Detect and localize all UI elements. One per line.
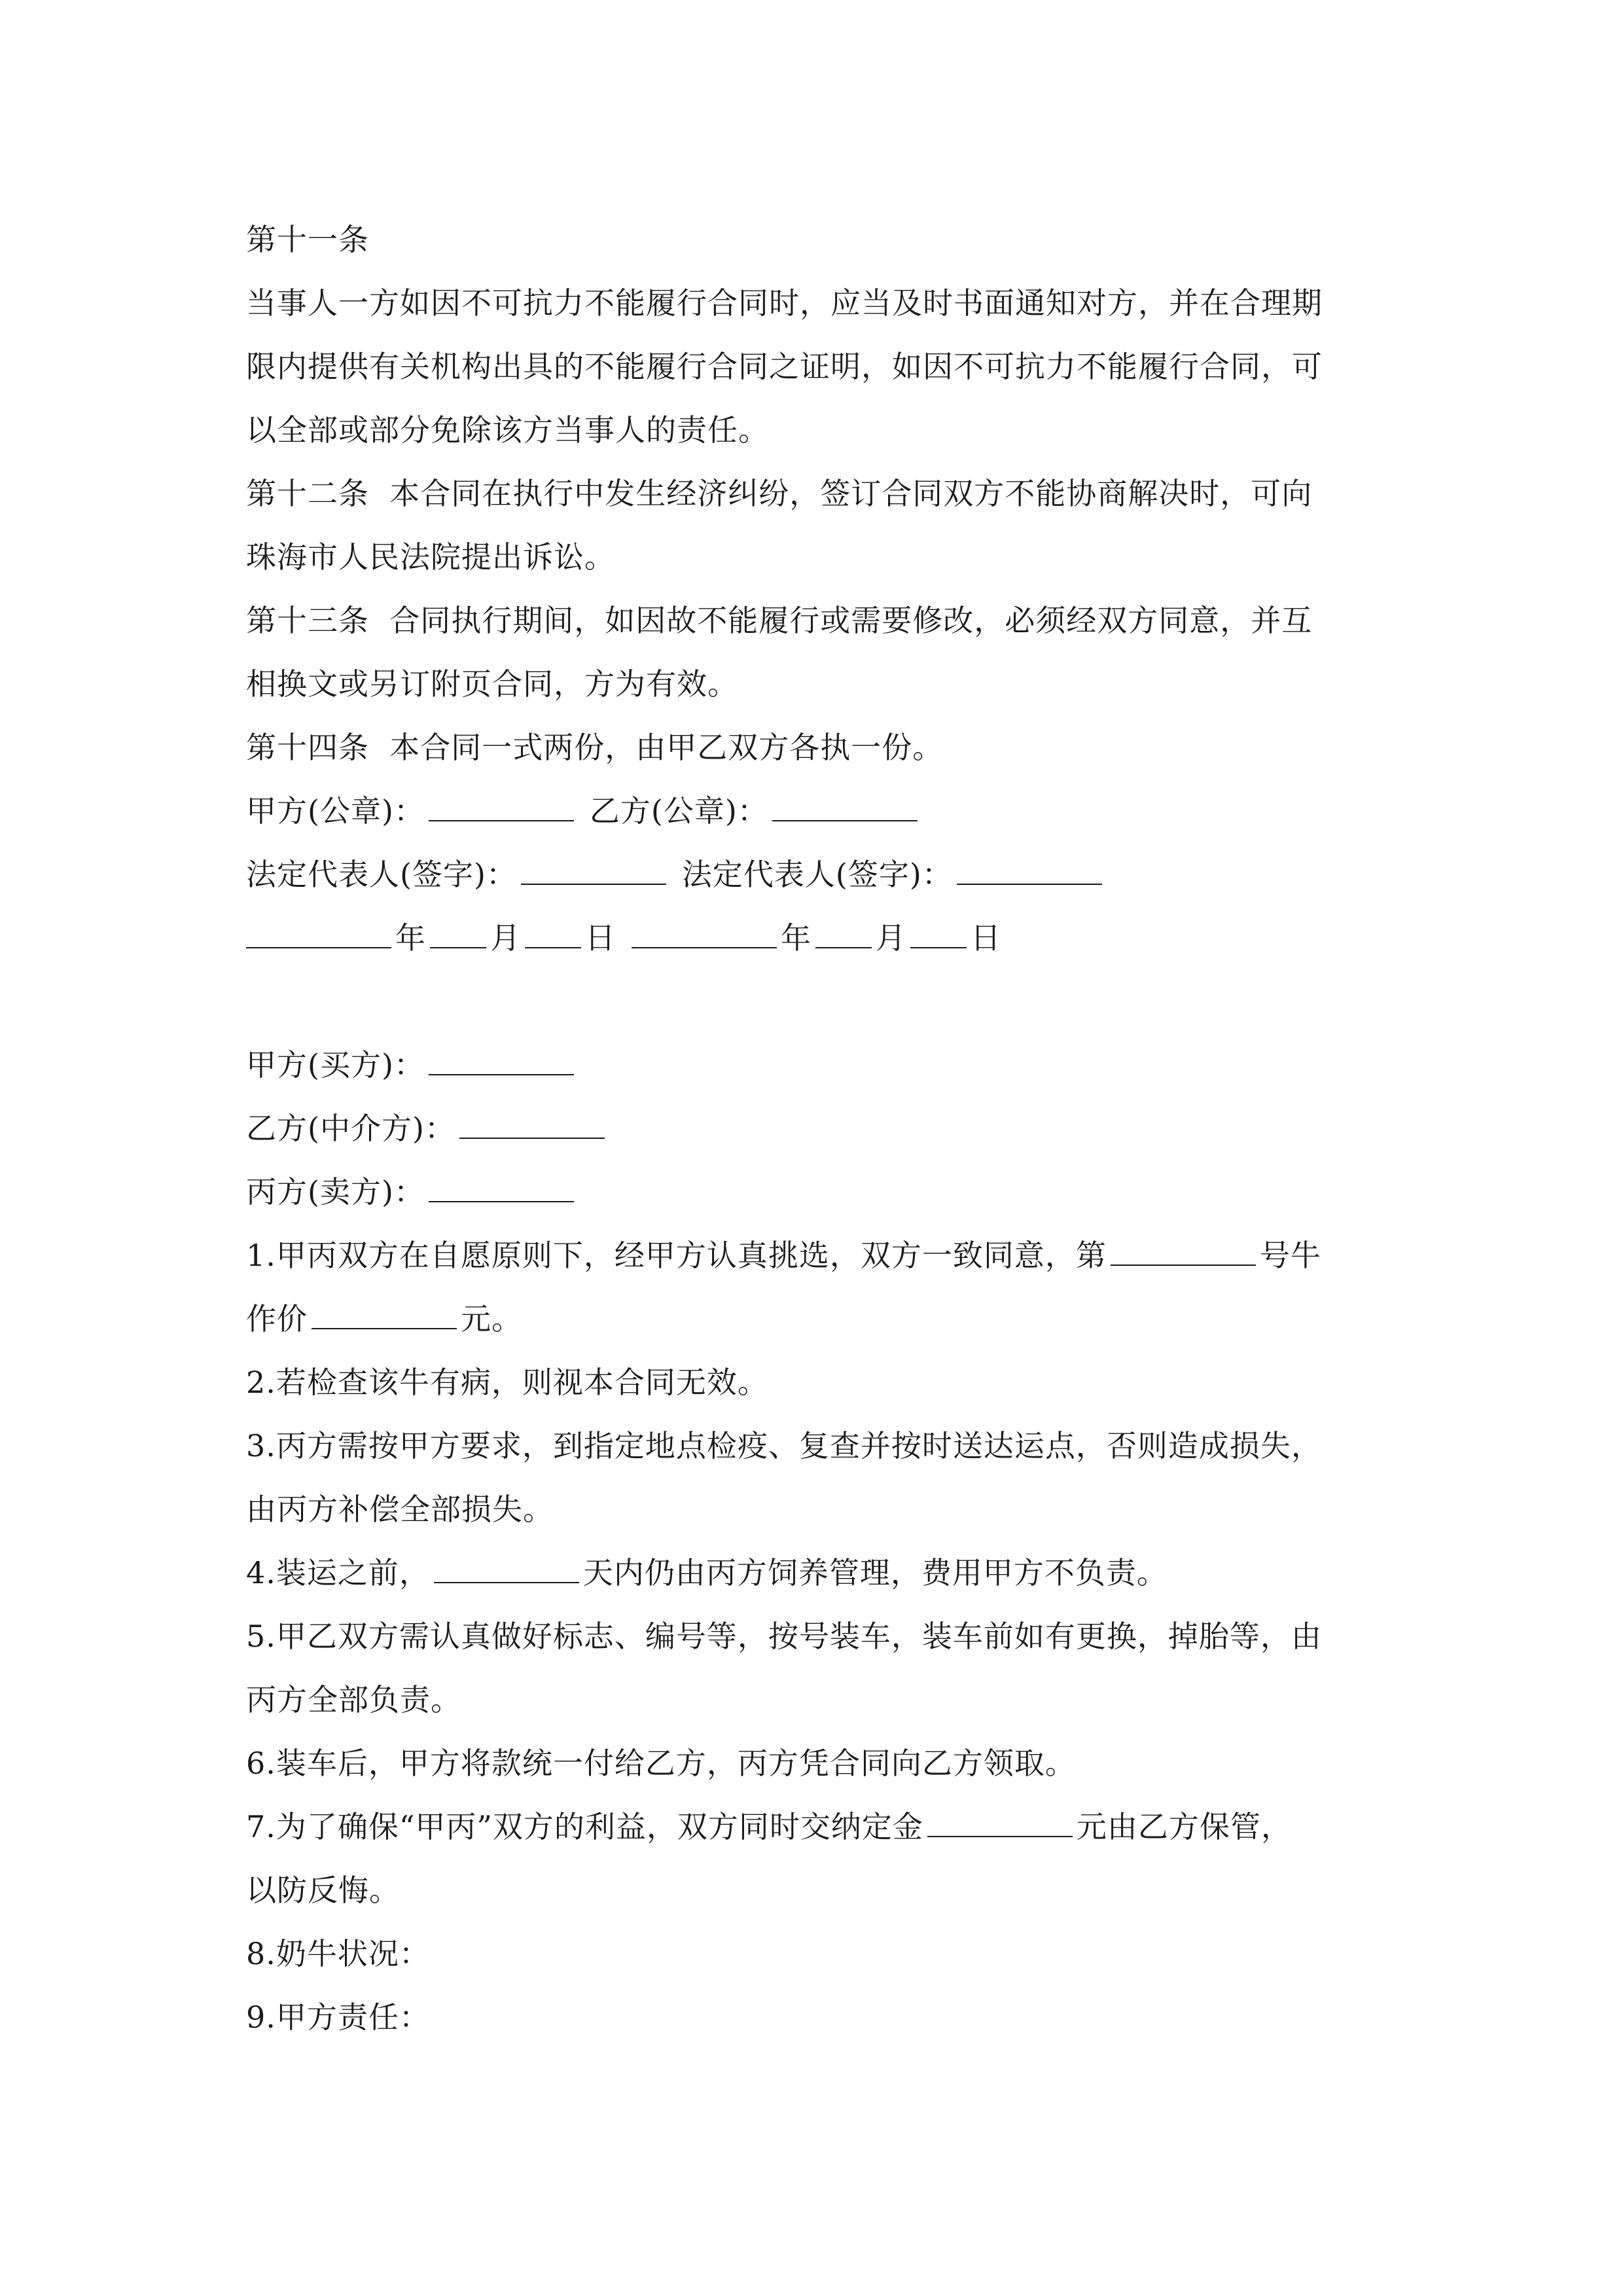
cow-number-blank[interactable] — [1111, 1236, 1256, 1266]
day-label-a: 日 — [585, 920, 616, 956]
clause-14-line-1: 第十四条 本合同一式两份，由甲乙双方各执一份。 — [246, 730, 944, 765]
clause-12-line-2: 珠海市人民法院提出诉讼。 — [246, 539, 615, 575]
item-7-text-b: 元由乙方保管， — [1076, 1809, 1292, 1844]
item-7-line-2: 以防反悔。 — [246, 1873, 400, 1908]
item-2: 2.若检查该牛有病，则视本合同无效。 — [246, 1365, 768, 1400]
rep-b-blank[interactable] — [957, 855, 1102, 885]
item-1-text-c: 作价 — [246, 1301, 308, 1336]
item-5-line-2: 丙方全部负责。 — [246, 1682, 461, 1717]
rep-a-label: 法定代表人(签字)： — [246, 857, 517, 892]
item-4-text-b: 天内仍由丙方饲养管理，费用甲方不负责。 — [582, 1555, 1168, 1590]
item-7-line-1 — [246, 1795, 1385, 1859]
item-5-line-1: 5.甲乙双方需认真做好标志、编号等，按号装车，装车前如有更换，掉胎等，由 — [246, 1619, 1322, 1654]
clause-11-line-2: 限内提供有关机构出具的不能履行合同之证明，如因不可抗力不能履行合同，可 — [246, 349, 1323, 384]
representative-row — [246, 843, 1385, 906]
agent-label: 乙方(中介方)： — [246, 1111, 455, 1146]
seller-row — [246, 1160, 1385, 1224]
clause-11-title: 第十一条 — [246, 222, 369, 257]
item-9: 9.甲方责任： — [246, 2000, 430, 2035]
clause-12-line-1: 第十二条 本合同在执行中发生经济纠纷，签订合同双方不能协商解决时，可向 — [246, 476, 1313, 511]
deposit-blank[interactable] — [927, 1807, 1073, 1837]
date-b-month-blank[interactable] — [815, 918, 872, 948]
price-blank[interactable] — [312, 1299, 457, 1329]
agent-blank[interactable] — [459, 1109, 605, 1139]
party-a-seal-blank[interactable] — [429, 791, 574, 821]
item-8: 8.奶牛状况： — [246, 1936, 430, 1971]
item-7-text-a: 7.为了确保“甲丙”双方的利益，双方同时交纳定金 — [246, 1809, 923, 1844]
clause-11-line-1: 当事人一方如因不可抗力不能履行合同时，应当及时书面通知对方，并在合理期 — [246, 285, 1323, 321]
clause-11-line-3: 以全部或部分免除该方当事人的责任。 — [246, 412, 769, 448]
item-4 — [246, 1541, 1385, 1605]
date-a-year-blank[interactable] — [246, 918, 391, 948]
item-4-text-a: 4.装运之前， — [246, 1555, 430, 1590]
agent-row — [246, 1097, 1385, 1160]
item-1-text-b: 号牛 — [1259, 1238, 1321, 1273]
year-label-b: 年 — [781, 920, 812, 956]
month-label-b: 月 — [876, 920, 906, 956]
document-body — [246, 208, 1385, 2049]
item-3-line-2: 由丙方补偿全部损失。 — [246, 1492, 554, 1527]
month-label-a: 月 — [490, 920, 521, 956]
seal-row — [246, 780, 1385, 843]
date-a-month-blank[interactable] — [430, 918, 486, 948]
buyer-blank[interactable] — [429, 1045, 574, 1075]
clause-13-line-2: 相换文或另订附页合同，方为有效。 — [246, 666, 738, 702]
item-1-text-d: 元。 — [461, 1301, 522, 1336]
day-label-b: 日 — [971, 920, 1001, 956]
date-b-day-blank[interactable] — [910, 918, 967, 948]
buyer-row — [246, 1033, 1385, 1097]
item-1-line-1 — [246, 1224, 1385, 1287]
section-gap — [246, 970, 1385, 1033]
item-6: 6.装车后，甲方将款统一付给乙方，丙方凭合同向乙方领取。 — [246, 1746, 1076, 1781]
item-1-line-2 — [246, 1287, 1385, 1351]
seller-label: 丙方(卖方)： — [246, 1174, 425, 1210]
days-blank[interactable] — [434, 1553, 579, 1583]
clause-13-line-1: 第十三条 合同执行期间，如因故不能履行或需要修改，必须经双方同意，并互 — [246, 603, 1313, 638]
party-a-seal-label: 甲方(公章)： — [246, 793, 425, 829]
year-label-a: 年 — [395, 920, 426, 956]
date-row — [246, 906, 1385, 970]
seller-blank[interactable] — [429, 1172, 574, 1202]
party-b-seal-blank[interactable] — [772, 791, 918, 821]
party-b-seal-label: 乙方(公章)： — [589, 793, 768, 829]
buyer-label: 甲方(买方)： — [246, 1047, 425, 1083]
date-a-day-blank[interactable] — [525, 918, 581, 948]
date-b-year-blank[interactable] — [632, 918, 777, 948]
item-1-text-a: 1.甲丙双方在自愿原则下，经甲方认真挑选，双方一致同意，第 — [246, 1238, 1107, 1273]
rep-a-blank[interactable] — [521, 855, 666, 885]
rep-b-label: 法定代表人(签字)： — [681, 857, 953, 892]
item-3-line-1: 3.丙方需按甲方要求，到指定地点检疫、复查并按时送达运点，否则造成损失， — [246, 1428, 1322, 1463]
